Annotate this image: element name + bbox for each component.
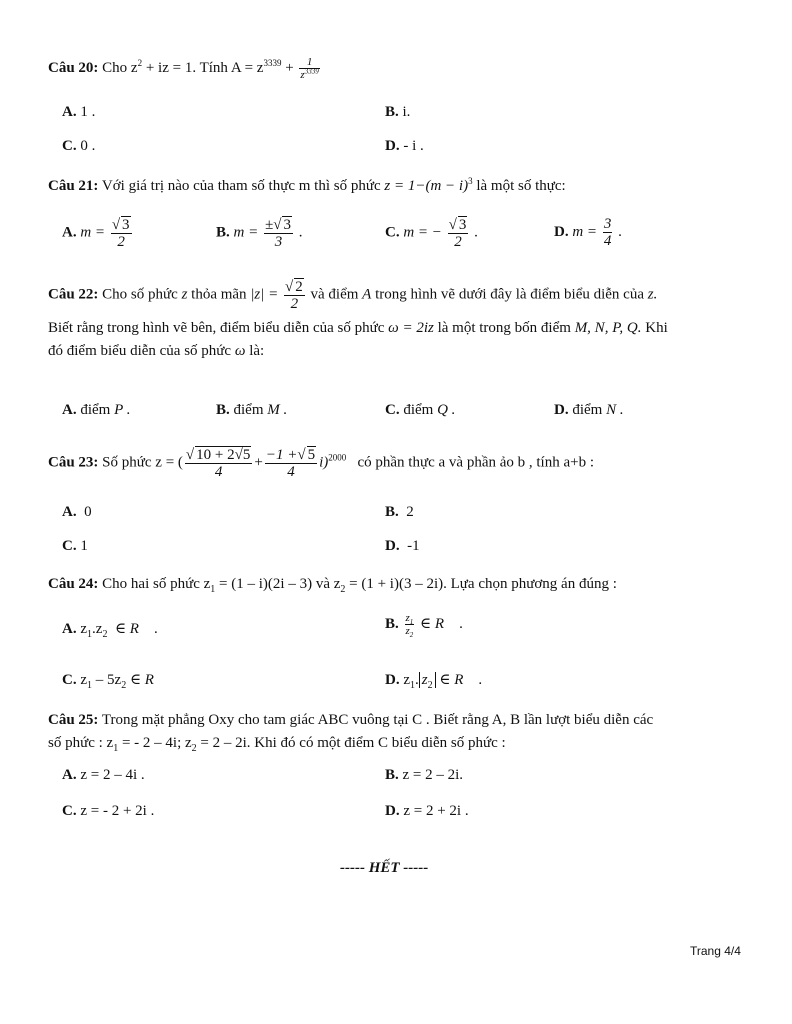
q22-stem-line2: Biết rằng trong hình vẽ bên, điểm biểu diễn của số phức ω = 2iz là một trong bốn điểm M, N, P, Q. Khi bbox=[48, 320, 668, 336]
q22-option-d[interactable]: D. điểm N . bbox=[554, 402, 624, 418]
q21-option-c[interactable]: C. m = − $\frac{√ 3}{2}$ . bbox=[385, 217, 478, 250]
q24-option-c[interactable]: C. $z_1 - 5z_2$ ∈ R bbox=[62, 672, 154, 691]
q21-stem: Câu 21: Với giá trị nào của tham số thực m thì số phức $z = 1-(m - i)^3$ là một số thực: bbox=[48, 176, 566, 194]
q23-option-a[interactable]: A. 0 bbox=[62, 504, 92, 520]
q25-option-d[interactable]: D. z = 2 + 2i . bbox=[385, 803, 469, 819]
q25-stem-line1: Câu 25: Trong mặt phẳng Oxy cho tam giác ABC vuông tại C . Biết rằng A, B lần lượt biểu diễn các bbox=[48, 712, 654, 728]
q22-option-b[interactable]: B. điểm M . bbox=[216, 402, 288, 418]
page-number: Trang 4/4 bbox=[690, 944, 741, 958]
q20-text: + iz = 1. Tính A = z bbox=[142, 59, 264, 76]
q22-option-a[interactable]: A. điểm P . bbox=[62, 402, 131, 418]
q25-option-a[interactable]: A. z = 2 – 4i . bbox=[62, 767, 145, 783]
q23-option-c[interactable]: C. 1 bbox=[62, 538, 88, 554]
q20-option-a[interactable]: A. 1 . bbox=[62, 104, 96, 120]
q24-option-b[interactable]: B. $\frac{z_1}{z_2}$ ∈ R . bbox=[385, 612, 463, 640]
q20-stem bbox=[48, 56, 322, 81]
q20-frac-sup: 3339 bbox=[304, 67, 319, 76]
q20-text: Cho z bbox=[102, 59, 138, 76]
q20-text: + bbox=[281, 59, 298, 76]
q23-option-d[interactable]: D. -1 bbox=[385, 538, 420, 554]
q20-frac-den: z bbox=[300, 69, 305, 81]
q20-option-d[interactable]: D. - i . bbox=[385, 138, 424, 154]
q21-option-b[interactable]: B. m = $\frac{\pm√ 3}{3}$ . bbox=[216, 217, 303, 250]
q23-stem: Câu 23: Số phức z = ( $\frac{√ 10 + 2√5}{4}$ + $\frac{-1 +√ 5}{4}$ i)$^{2000}$ có phần thực a và phần ảo b , tính a+b : bbox=[48, 447, 595, 480]
q25-option-c[interactable]: C. z = - 2 + 2i . bbox=[62, 803, 155, 819]
q20-option-b[interactable]: B. i. bbox=[385, 104, 411, 120]
q24-stem: Câu 24: Cho hai số phức $z_1 = (1 - i)(2i - 3)$ và $z_2 = (1 + i)(3 - 2i)$. Lựa chọn phương án đúng : bbox=[48, 576, 617, 595]
q23-option-b[interactable]: B. 2 bbox=[385, 504, 414, 520]
q21-option-a[interactable]: A. m = $\frac{√ 3}{2}$ bbox=[62, 217, 130, 250]
q24-label: Câu 24: bbox=[48, 576, 99, 592]
q25-label: Câu 25: bbox=[48, 712, 99, 728]
q23-label: Câu 23: bbox=[48, 454, 99, 471]
end-marker: ----- HẾT ----- bbox=[340, 860, 429, 876]
q20-sup: 3339 bbox=[263, 57, 282, 68]
q22-label: Câu 22: bbox=[48, 286, 99, 303]
q25-option-b[interactable]: B. z = 2 – 2i. bbox=[385, 767, 464, 783]
q20-option-c[interactable]: C. 0 . bbox=[62, 138, 96, 154]
q20-label: Câu 20: bbox=[48, 59, 99, 76]
q22-option-c[interactable]: C. điểm Q . bbox=[385, 402, 456, 418]
q21-option-d[interactable]: D. m = $\frac{3}{4}$ . bbox=[554, 216, 622, 249]
q25-stem-line2: số phức : $z_1$ = - 2 – 4i; $z_2 = 2 - 2i$. Khi đó có một điểm C biểu diễn số phức : bbox=[48, 735, 506, 754]
q20-fraction bbox=[299, 56, 319, 81]
q22-stem-line1: Câu 22: Cho số phức z thỏa mãn |z| = $\frac{√ 2}{2}$ và điểm A trong hình vẽ dưới đây là điểm biểu diễn của z. bbox=[48, 279, 658, 312]
q21-expression: z = 1−(m − i) bbox=[384, 178, 469, 194]
q22-stem-line3: đó điểm biểu diễn của số phức ω là: bbox=[48, 343, 265, 359]
q20-frac-num: 1 bbox=[299, 56, 319, 69]
q21-label: Câu 21: bbox=[48, 178, 99, 194]
q20-sup: 2 bbox=[137, 57, 143, 68]
q24-option-a[interactable]: A. $z_1.z_2$ ∈ R . bbox=[62, 621, 158, 640]
q24-option-d[interactable]: D. $z_1$. $z_2$ ∈ R . bbox=[385, 672, 483, 691]
